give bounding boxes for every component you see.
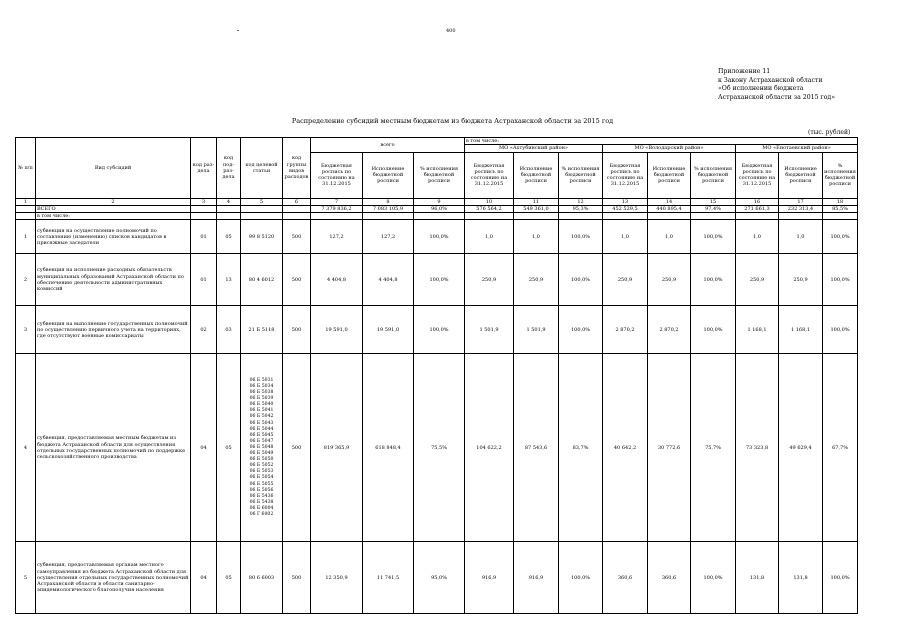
cell-value: 73 323,8 bbox=[736, 354, 779, 542]
incl-row bbox=[16, 213, 858, 220]
group-code: 500 bbox=[283, 306, 311, 354]
table-row bbox=[16, 306, 858, 354]
cell-value: 250,9 bbox=[465, 254, 514, 306]
appendix-line: «Об исполнении бюджета bbox=[718, 85, 804, 93]
col-number: 9 bbox=[414, 198, 465, 205]
article-code-list bbox=[241, 354, 283, 542]
total-label: ВСЕГО bbox=[36, 205, 191, 212]
article-code: 06 Б 5034 bbox=[249, 384, 274, 389]
article-code: 06 Б 5054 bbox=[249, 475, 274, 481]
subsection-code: 03 bbox=[217, 306, 241, 354]
document-title: Распределение субсидий местным бюджетам из бюджета Астраханской области за 2015 год bbox=[291, 117, 614, 125]
cell-value: 1 168,1 bbox=[736, 306, 779, 354]
article-code: 06 Б 5047 bbox=[249, 438, 274, 444]
cell-value: 100,0% bbox=[559, 542, 603, 614]
header-district-3: МО «Енотаевский район» bbox=[736, 145, 858, 152]
article-code: 06 Б 5436 bbox=[249, 493, 274, 499]
col-number: 11 bbox=[514, 198, 559, 205]
section-code: 04 bbox=[191, 354, 217, 542]
row-number: 4 bbox=[16, 354, 36, 542]
cell-value: 819 365,9 bbox=[311, 354, 363, 542]
article-code: 06 Б 5056 bbox=[249, 487, 274, 493]
col-number: 12 bbox=[559, 198, 603, 205]
header-pct: % исполнения бюджетной росписи bbox=[559, 152, 603, 198]
header-section: код раз-дела bbox=[191, 138, 217, 199]
cell-value: 250,9 bbox=[603, 254, 648, 306]
row-number: 5 bbox=[16, 542, 36, 614]
header-exec: Исполнение бюджетной росписи bbox=[779, 152, 823, 198]
total-row bbox=[16, 205, 858, 212]
appendix-block bbox=[718, 68, 835, 102]
col-number: 18 bbox=[823, 198, 858, 205]
col-number: 2 bbox=[36, 198, 191, 205]
section-code: 02 bbox=[191, 306, 217, 354]
cell-value: 100,0% bbox=[823, 254, 858, 306]
header-total: всего bbox=[311, 138, 465, 153]
col-number: 14 bbox=[648, 198, 691, 205]
header-article: код целевой статьи bbox=[241, 138, 283, 199]
group-code: 500 bbox=[283, 354, 311, 542]
header-kind: Вид субсидий bbox=[36, 138, 191, 199]
article-code: 06 Б 5049 bbox=[249, 451, 274, 457]
table-row bbox=[16, 542, 858, 614]
article-code: 06 Б 5039 bbox=[249, 396, 274, 402]
cell-value: 131,8 bbox=[736, 542, 779, 614]
col-number: 7 bbox=[311, 198, 363, 205]
total-value: 440 895,4 bbox=[648, 205, 691, 212]
cell-value: 75,5% bbox=[414, 354, 465, 542]
table-row bbox=[16, 220, 858, 254]
col-number: 3 bbox=[191, 198, 217, 205]
total-value: 7 083 105,9 bbox=[363, 205, 414, 212]
cell-value: 360,6 bbox=[648, 542, 691, 614]
cell-value: 1 168,1 bbox=[779, 306, 823, 354]
total-value: 95,3% bbox=[559, 205, 603, 212]
cell-value: 4 404,8 bbox=[363, 254, 414, 306]
header-plan: Бюджетная роспись по состоянию на 31.12.2015 bbox=[603, 152, 648, 198]
section-code: 01 bbox=[191, 220, 217, 254]
cell-value: 4 404,8 bbox=[311, 254, 363, 306]
header-incl: в том числе: bbox=[465, 138, 858, 145]
cell-value: 75,7% bbox=[691, 354, 736, 542]
article-code: 21 Б 5118 bbox=[241, 306, 283, 354]
group-code: 500 bbox=[283, 542, 311, 614]
cell-value: 100,0% bbox=[691, 306, 736, 354]
cell-value: 916,9 bbox=[465, 542, 514, 614]
group-code: 500 bbox=[283, 220, 311, 254]
table-row bbox=[16, 254, 858, 306]
cell-value: 100,0% bbox=[823, 220, 858, 254]
cell-value: 127,2 bbox=[363, 220, 414, 254]
total-value: 549 361,0 bbox=[514, 205, 559, 212]
cell-value: 1,0 bbox=[648, 220, 691, 254]
cell-value: 49 629,4 bbox=[779, 354, 823, 542]
header-exec: Исполнение бюджетной росписи bbox=[514, 152, 559, 198]
cell-value: 100,0% bbox=[691, 542, 736, 614]
header-pct: % исполнения бюджетной росписи bbox=[823, 152, 858, 198]
col-number: 1 bbox=[16, 198, 36, 205]
cell-value: 100,0% bbox=[691, 254, 736, 306]
cell-value: 100,0% bbox=[691, 220, 736, 254]
col-number: 16 bbox=[736, 198, 779, 205]
cell-value: 250,9 bbox=[736, 254, 779, 306]
cell-value: 131,8 bbox=[779, 542, 823, 614]
cell-value: 100,0% bbox=[559, 254, 603, 306]
cell-value: 19 591,0 bbox=[311, 306, 363, 354]
section-code: 04 bbox=[191, 542, 217, 614]
appendix-line: Приложение 11 bbox=[718, 68, 771, 75]
header-pct: % исполнения бюджетной росписи bbox=[691, 152, 736, 198]
article-code: 06 Б 5042 bbox=[249, 414, 274, 420]
article-code: 06 Б 5044 bbox=[249, 426, 274, 432]
total-value: 85,5% bbox=[823, 205, 858, 212]
cell-value: 250,9 bbox=[779, 254, 823, 306]
header-exec: Исполнение бюджетной росписи bbox=[648, 152, 691, 198]
cell-value: 87 543,6 bbox=[514, 354, 559, 542]
subsidy-name: субвенция на исполнение расходных обязательств муниципальных образований Астраханской области по обеспечению деятельности административных комиссий bbox=[36, 254, 191, 306]
col-number: 4 bbox=[217, 198, 241, 205]
header-exec: Исполнение бюджетной росписи bbox=[363, 152, 414, 198]
article-code: 06 Б 5052 bbox=[249, 463, 274, 469]
appendix-line: Астраханской области за 2015 год» bbox=[718, 93, 836, 101]
article-code: 06 Б 6004 bbox=[249, 505, 274, 511]
unit-label: (тыс. рублей) bbox=[808, 129, 851, 136]
row-number: 2 bbox=[16, 254, 36, 306]
cell-value: 100,0% bbox=[559, 220, 603, 254]
row-number: 1 bbox=[16, 220, 36, 254]
article-code: 06 Б 5031 bbox=[249, 377, 274, 383]
header-pct: % исполнения бюджетной росписи bbox=[414, 152, 465, 198]
article-code: 06 Б 5038 bbox=[249, 390, 274, 396]
cell-value: 1,0 bbox=[603, 220, 648, 254]
subsection-code: 05 bbox=[217, 220, 241, 254]
article-code: 06 Б 5053 bbox=[249, 469, 274, 475]
cell-value: 67,7% bbox=[823, 354, 858, 542]
article-code: 06 Б 5048 bbox=[249, 444, 274, 450]
cell-value: 916,9 bbox=[514, 542, 559, 614]
cell-value: 618 848,4 bbox=[363, 354, 414, 542]
subsidies-table bbox=[15, 137, 858, 614]
total-value: 97,4% bbox=[691, 205, 736, 212]
cell-value: 83,7% bbox=[559, 354, 603, 542]
article-code: 06 Б 5050 bbox=[249, 457, 274, 463]
col-number: 6 bbox=[283, 198, 311, 205]
cell-value: 19 591,0 bbox=[363, 306, 414, 354]
cell-value: 250,9 bbox=[514, 254, 559, 306]
cell-value: 2 870,2 bbox=[603, 306, 648, 354]
subsidy-name: субвенция, предоставляемая местным бюджетам из бюджета Астраханской области для осуществления отдельных государственных полномочий по поддержке сельскохозяйственного производства bbox=[36, 354, 191, 542]
cell-value: 100,0% bbox=[414, 220, 465, 254]
cell-value: 95,0% bbox=[414, 542, 465, 614]
col-number: 5 bbox=[241, 198, 283, 205]
subsidy-name: субвенция на осуществление полномочий по составлению (изменению) списков кандидатов в присяжные заседатели bbox=[36, 220, 191, 254]
cell-value: 1 501,9 bbox=[465, 306, 514, 354]
cell-value: 12 350,9 bbox=[311, 542, 363, 614]
cell-value: 1 501,9 bbox=[514, 306, 559, 354]
total-value: 7 379 836,2 bbox=[311, 205, 363, 212]
subsection-code: 05 bbox=[217, 354, 241, 542]
header-district-1: МО «Ахтубинский район» bbox=[465, 145, 603, 152]
cell-value: 40 642,2 bbox=[603, 354, 648, 542]
scan-speck bbox=[237, 30, 239, 31]
header-subsection: код под-раз-дела bbox=[217, 138, 241, 199]
cell-value: 100,0% bbox=[414, 306, 465, 354]
article-code: 06 Б 5438 bbox=[249, 499, 274, 505]
cell-value: 1,0 bbox=[465, 220, 514, 254]
incl-label: в том числе: bbox=[36, 213, 191, 220]
cell-value: 100,0% bbox=[559, 306, 603, 354]
article-code: 99 8 5120 bbox=[241, 220, 283, 254]
cell-value: 104 622,2 bbox=[465, 354, 514, 542]
col-number: 10 bbox=[465, 198, 514, 205]
row-number: 3 bbox=[16, 306, 36, 354]
cell-value: 100,0% bbox=[823, 542, 858, 614]
header-plan: Бюджетная роспись по состоянию на 31.12.2015 bbox=[465, 152, 514, 198]
cell-value: 250,9 bbox=[648, 254, 691, 306]
group-code: 500 bbox=[283, 254, 311, 306]
article-code: 06 Б 5040 bbox=[249, 402, 274, 408]
cell-value: 1,0 bbox=[779, 220, 823, 254]
cell-value: 100,0% bbox=[414, 254, 465, 306]
cell-value: 11 741,5 bbox=[363, 542, 414, 614]
col-number: 13 bbox=[603, 198, 648, 205]
cell-value: 2 870,2 bbox=[648, 306, 691, 354]
cell-value: 127,2 bbox=[311, 220, 363, 254]
table-row bbox=[16, 354, 858, 542]
total-value: 271 661,3 bbox=[736, 205, 779, 212]
cell-value: 1,0 bbox=[514, 220, 559, 254]
subsidy-name: субвенция, предоставляемая органам местного самоуправления из бюджета Астраханской области для осуществления отдельных государственных полномочий Астраханской области в области санитарно-эпидемиологического благополучия населения bbox=[36, 542, 191, 614]
cell-value: 360,6 bbox=[603, 542, 648, 614]
col-number: 8 bbox=[363, 198, 414, 205]
article-code: 06 Б 5041 bbox=[249, 408, 274, 414]
header-district-2: МО «Володарский район» bbox=[603, 145, 736, 152]
cell-value: 1,0 bbox=[736, 220, 779, 254]
article-code: 06 Б 5045 bbox=[249, 432, 274, 438]
section-code: 01 bbox=[191, 254, 217, 306]
article-code: 80 6 6003 bbox=[241, 542, 283, 614]
subsidy-name: субвенция на выполнение государственных полномочий по осуществлению первичного учета на территориях, где отсутствуют военные комиссариаты bbox=[36, 306, 191, 354]
header-exp-group: код группы видов расходов bbox=[283, 138, 311, 199]
header-num: № п/п bbox=[16, 138, 36, 199]
cell-value: 30 772,6 bbox=[648, 354, 691, 542]
article-code: 80 4 6012 bbox=[241, 254, 283, 306]
col-number: 15 bbox=[691, 198, 736, 205]
total-value: 232 313,4 bbox=[779, 205, 823, 212]
article-code: 06 Б 5055 bbox=[249, 481, 274, 487]
cell-value: 100,0% bbox=[823, 306, 858, 354]
article-code: 06 Б 5043 bbox=[249, 420, 274, 426]
header-plan: Бюджетная роспись по состоянию на 31.12.2015 bbox=[311, 152, 363, 198]
col-number: 17 bbox=[779, 198, 823, 205]
article-code: 06 Г 6002 bbox=[249, 511, 274, 517]
appendix-line: к Закону Астраханской области bbox=[718, 76, 823, 84]
page-number: 400 bbox=[446, 28, 456, 34]
header-plan: Бюджетная роспись по состоянию на 31.12.2015 bbox=[736, 152, 779, 198]
total-value: 452 529,5 bbox=[603, 205, 648, 212]
total-value: 576 564,2 bbox=[465, 205, 514, 212]
subsection-code: 05 bbox=[217, 542, 241, 614]
column-number-row bbox=[16, 198, 858, 205]
total-value: 96,0% bbox=[414, 205, 465, 212]
subsection-code: 13 bbox=[217, 254, 241, 306]
